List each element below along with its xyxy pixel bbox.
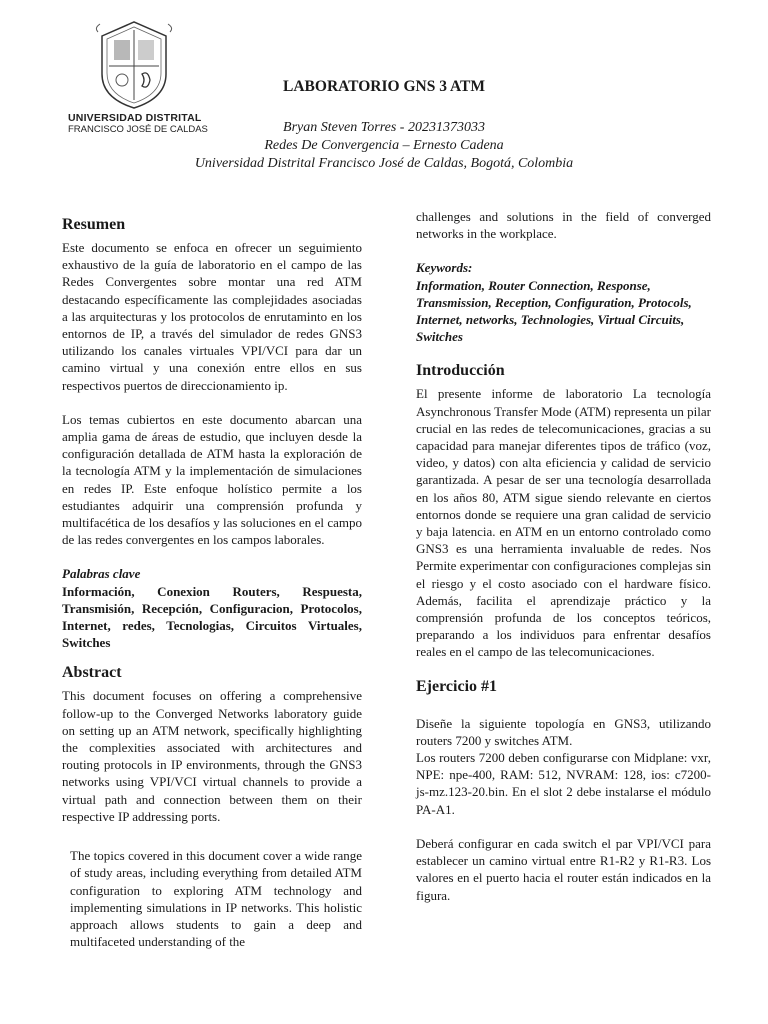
keywords-text: Information, Router Connection, Response, Transmission, Reception, Configuration, Protocols, Internet, networks, Technologies, Virtual Circuits, Switches	[416, 277, 692, 345]
abstract-paragraph-2: The topics covered in this document cover a wide range of study areas, including everything from detailed ATM configuration to exploring ATM technology and implementing simulations in IP networks. This holistic approach allows students to gain a deep and multifaceted understanding of the	[70, 848, 362, 950]
university-seal-icon	[90, 18, 178, 110]
author-block	[0, 119, 768, 173]
resumen-heading: Resumen	[62, 216, 126, 233]
university-logo	[68, 18, 208, 135]
logo-university-name: UNIVERSIDAD DISTRITAL	[68, 112, 202, 124]
document-title: LABORATORIO GNS 3 ATM	[283, 78, 485, 95]
author-name: Bryan Steven Torres - 20231373033	[283, 120, 485, 135]
palabras-clave-text: Información, Conexion Routers, Respuesta, Transmisión, Recepción, Configuracion, Protocolos, Internet, redes, Tecnologias, Circuitos Virtuales, Switches	[62, 583, 362, 651]
ejercicio-paragraph-3: Deberá configurar en cada switch el par VPI/VCI para establecer un camino virtual entre R1-R2 y R1-R3. Los valores en el puerto hacia el router están indicados en la figura.	[416, 835, 711, 903]
abstract-paragraph-2-continued: challenges and solutions in the field of converged networks in the workplace.	[416, 209, 711, 242]
right-column	[416, 208, 711, 904]
keywords-heading: Keywords:	[416, 260, 473, 276]
palabras-clave-heading: Palabras clave	[62, 566, 141, 582]
resumen-paragraph-1: Este documento se enfoca en ofrecer un seguimiento exhaustivo de la guía de laboratorio en el campo de las Redes Convergentes sobre montar una red ATM destacando específicamente las complejidades asociadas a las arquitecturas y los protocolos de enrutaminto en los entornos de IP, a través del simulador de redes GNS3 utilizando los canales virtuales VPI/VCI para dar un camino virtual y una conexión entre ellos en sus respectivos puertos de direccionamiento ip.	[62, 240, 362, 393]
affiliation: Universidad Distrital Francisco José de Caldas, Bogotá, Colombia	[194, 156, 574, 171]
introduccion-paragraph: El presente informe de laboratorio La tecnología Asynchronous Transfer Mode (ATM) representa un pilar crucial en las redes de telecomunicaciones, gracias a su capacidad para manejar diferentes tipos de tráfico (voz, video, y datos) con alta eficiencia y calidad de servicio garantizada. A pesar de ser una tecnología desarrollada en los años 80, ATM sigue siendo relevante en ciertos entornos donde se requiere una gran calidad de servicio y baja latencia. en ATM en un entorno controlado como GNS3 es una herramienta invaluable de redes. Nos Permite experimentar con configuraciones complejas sin el riesgo y el costo asociado con el hardware físico. Además, facilita el aprendizaje práctico y la comprensión profunda de los conceptos teóricos, preparando a los individuos para enfrentar desafíos reales en el campo de las telecomunicaciones.	[416, 386, 711, 660]
course-name: Redes De Convergencia – Ernesto Cadena	[264, 138, 504, 153]
abstract-paragraph-1: This document focuses on offering a comprehensive follow-up to the Converged Networks laboratory guide on setting up an ATM network, specifically highlighting the complexities associated with architectures and routing protocols in IP environments, through the GNS3 networks using VPI/VCI virtual channels to provide a virtual path and connection between them on their respective IP addressing ports.	[62, 688, 362, 824]
ejercicio-paragraph-2: Los routers 7200 deben configurarse con Midplane: vxr, NPE: npe-400, RAM: 512, NVRAM: 128, ios: c7200-js-mz.123-20.bin. En el slot 2 debe instalarse el módulo PA-A1.	[416, 750, 711, 817]
abstract-heading: Abstract	[62, 664, 122, 682]
resumen-paragraph-2: Los temas cubiertos en este documento abarcan una amplia gama de áreas de estudio, que incluyen desde la configuración detallada de ATM hasta la exploración de la tecnología ATM y la implementación de simulaciones en redes IP. Este enfoque holístico permite a los estudiantes adquirir una comprensión profunda y multifacética de los desafíos y las soluciones en el campo de las redes convergentes en los campos laborales.	[62, 411, 362, 548]
ejercicio-heading: Ejercicio #1	[416, 677, 498, 695]
introduccion-heading: Introducción	[416, 362, 505, 380]
left-column	[62, 207, 362, 950]
ejercicio-paragraph-1: Diseñe la siguiente topología en GNS3, utilizando routers 7200 y switches ATM.	[416, 715, 711, 748]
logo-university-subname: FRANCISCO JOSÉ DE CALDAS	[68, 124, 208, 135]
